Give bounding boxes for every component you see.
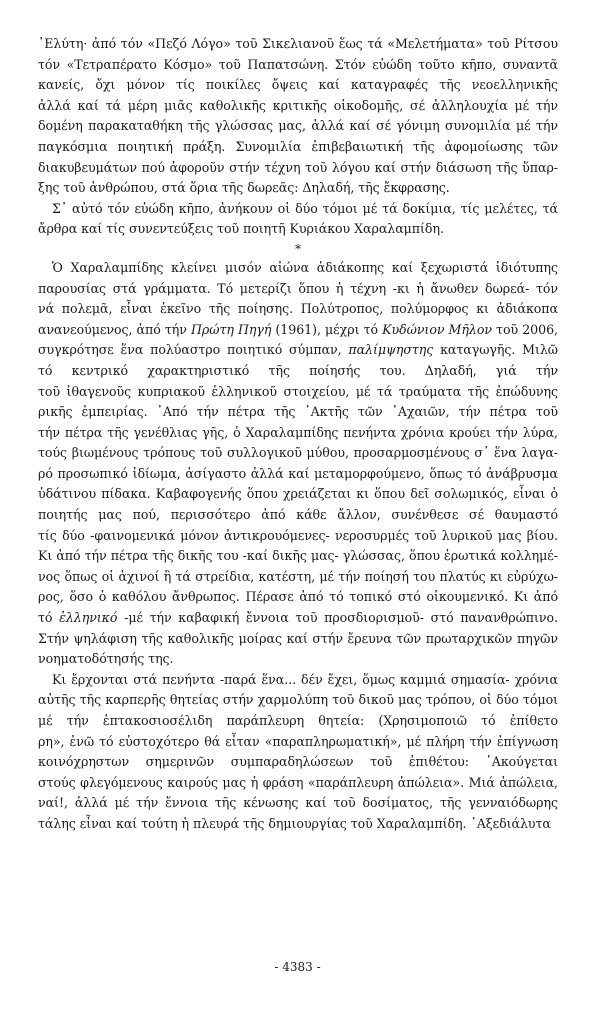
paragraph-4 bbox=[38, 670, 558, 835]
page-number: - 4383 - bbox=[274, 960, 321, 974]
italic-title: ἑλληνικό bbox=[59, 610, 118, 626]
text-line: ρος, ὅσο ὁ καθόλου ἄνθρωπος. Πέρασε ἀπό τό τοπικό στό οἰκουμενικό. Κι ἀπό bbox=[38, 589, 558, 605]
paragraph-2 bbox=[38, 199, 558, 240]
text-line: ρη», ἐνῶ τό εὐστοχότερο θά εἶταν «παραπληρωματική», μέ πλήρη τήν ἐπίγνωση bbox=[38, 733, 558, 749]
text-line: παρουσίας στά γράμματα. Τό μετερίζι ὅπου ἡ τέχνη -κι ἡ ἄνωθεν δωρεά- τόν bbox=[38, 280, 558, 296]
text-line: ἄρθρα καί τίς συνεντεύξεις τοῦ ποιητῆ Κυριάκου Χαραλαμπίδη. bbox=[38, 221, 444, 237]
text-line: τούς βιωμένους τρόπους τοῦ συλλογικοῦ μύθου, προσαρμοσμένους σ᾿ ἕνα λαγα- bbox=[38, 445, 558, 461]
text-line: τοῦ ἰθαγενοῦς κυπριακοῦ ἑλληνικοῦ στοιχείου, μέ τά τραύματα τῆς ἐπώδυνης bbox=[38, 383, 558, 399]
paragraph-3 bbox=[38, 258, 558, 670]
text-line: Ὁ Χαραλαμπίδης κλείνει μισόν αἰώνα ἀδιάκοπης καί ξεχωριστά ἰδιότυπης bbox=[52, 259, 558, 275]
text-line: παγκόσμια ποιητική πράξη. Συνομιλία ἐπιβεβαιωτική τῆς ἀφομοίωσης τῶν bbox=[38, 138, 558, 154]
text-line: ᾿Ελύτη· ἀπό τόν «Πεζό Λόγο» τοῦ Σικελιανοῦ ἕως τά «Μελετήματα» τοῦ Ρίτσου bbox=[38, 36, 558, 51]
text-line: νος ὅπως οἱ ἀχινοί ἢ τά στρείδια, κατέστη, μέ τήν ποίησή του πλατύς κι εὐρύχω- bbox=[38, 568, 558, 584]
text-line: ρό προσωπικό ἰδίωμα, ἀσίγαστο ἀλλά καί μεταμορφούμενο, ὅπως τό ἀνάβρυσμα bbox=[38, 465, 558, 481]
text-line: νά πολεμᾶ, εἶναι ἐκεῖνο τῆς ποίησης. Πολύτροπος, πολύμορφος κι ἀδιάκοπα bbox=[38, 301, 558, 317]
text-line: κανείς, ὄχι μόνον τίς ποικίλες ὄψεις καί καταγραφές τῆς νεοελληνικῆς bbox=[38, 77, 558, 93]
italic-title: Κυδώνιον Μῆλον bbox=[382, 321, 492, 337]
text-line: νοηματοδότησής της. bbox=[38, 651, 174, 667]
text-line: διακυβευμάτων πού ἀφοροῦν στήν τέχνη τοῦ λόγου καί στήν διάσωση τῆς ὕπαρ- bbox=[38, 159, 558, 175]
text-line: τίς δύο -φαινομενικά μόνον ἀντικρουόμενες- νεροσυρμές τοῦ λυρικοῦ μας βίου. bbox=[38, 527, 558, 543]
section-separator: * bbox=[295, 241, 301, 256]
text-line: συγκρότησε ἕνα πολύαστρο ποιητικό σύμπαν, παλίμψηστης καταγωγῆς. Μιλῶ bbox=[38, 342, 558, 358]
text-line: στούς φλεγόμενους καιρούς μας ἡ φράση «παράπλευρη ἀπώλεια». Μιά ἀπώλεια, bbox=[38, 774, 558, 790]
text-line: ανανεούμενος, ἀπό τήν Πρώτη Πηγή (1961), μέχρι τό Κυδώνιον Μῆλον τοῦ 2006, bbox=[38, 321, 558, 337]
text-line: Κι ἀπό τήν πέτρα τῆς δικῆς του -καί δικῆς μας- γλώσσας, ὅπου ἐρωτικά κολλημέ- bbox=[38, 548, 558, 564]
text-line: ποιητής μας πού, περισσότερο ἀπό κάθε ἄλλον, συνένθεσε σέ θαυμαστό bbox=[38, 507, 558, 523]
italic-title: Πρώτη Πηγή bbox=[190, 321, 272, 337]
paragraph-1 bbox=[38, 34, 558, 199]
text-line: Σ᾿ αὐτό τόν εὐώδη κῆπο, ἀνήκουν οἱ δύο τόμοι μέ τά δοκίμια, τίς μελέτες, τά bbox=[52, 200, 558, 216]
italic-title: παλίμψηστης bbox=[348, 342, 434, 358]
text-line: κοινόχρηστων σημερινῶν συμπαραδηλώσεων τοῦ ἐπιθέτου: ᾿Ακούγεται bbox=[38, 754, 558, 770]
text-line: τό ἑλληνικό -μέ τήν καβαφική ἔννοια τοῦ προσδιορισμοῦ- στό πανανθρώπινο. bbox=[38, 610, 558, 626]
text-line: αὐτῆς τῆς καρπερῆς θητείας στήν χαρμολύπη τοῦ δικοῦ μας τρόπου, οἱ δύο τόμοι bbox=[38, 692, 558, 708]
text-line: δομένη παρακαταθήκη τῆς γλώσσας μας, ἀλλά καί σέ γόνιμη συνομιλία μέ τήν bbox=[38, 118, 558, 134]
text-line: μέ τήν ἑπτακοσιοσέλιδη παράπλευρη θητεία: (Χρησιμοποιῶ τό ἐπίθετο bbox=[38, 713, 558, 728]
text-line: τήν πέτρα τῆς γενέθλιας γῆς, ὁ Χαραλαμπίδης πενήντα χρόνια κρούει τήν λύρα, bbox=[38, 424, 558, 440]
text-line: τόν «Τετραπέρατο Κόσμο» τοῦ Παπατσώνη. Στόν εὐώδη τοῦτο κῆπο, συναντᾶ bbox=[38, 56, 558, 72]
text-line: ξης τοῦ ἀνθρώπου, στά ὅρια τῆς δωρεᾶς: Δηλαδή, τῆς ἔκφρασης. bbox=[38, 180, 450, 196]
text-line: ρικῆς ἐμπειρίας. ᾿Από τήν πέτρα τῆς ᾿Ακτῆς τῶν ᾿Αχαιῶν, τήν πέτρα τοῦ bbox=[38, 404, 558, 420]
text-line: Κι ἔρχονται στά πενήντα -παρά ἕνα... δέν ἔχει, ὅμως καμμιά σημασία- χρόνια bbox=[52, 671, 558, 687]
text-line: τό κεντρικό χαρακτηριστικό τῆς ποίησής του. Δηλαδή, γιά τήν bbox=[38, 362, 558, 378]
text-line: ὑδάτινου πίδακα. Καβαφογενής ὅπου χρειάζεται κι ὅπου δεῖ σολωμικός, εἶναι ὁ bbox=[38, 486, 558, 502]
text-line: ἀλλά καί τά μέρη μιᾶς καθολικῆς κριτικῆς οἰκοδομῆς, σέ ἀλληλουχία μέ τήν bbox=[38, 97, 558, 113]
text-line: ναί!, ἀλλά μέ τήν ἔννοια τῆς κένωσης καί τοῦ δοσίματος, τῆς γενναιόδωρης bbox=[38, 795, 558, 811]
text-line: Στήν ψηλάφιση τῆς καθολικῆς μοίρας καί στήν ἔρευνα τῶν πρωταρχικῶν πηγῶν bbox=[38, 630, 558, 646]
body-text bbox=[38, 34, 558, 835]
text-line: τάλης εἶναι καί τούτη ἡ πλευρά τῆς δημιουργίας τοῦ Χαραλαμπίδη. ᾿Αξεδιάλυτα bbox=[38, 815, 551, 831]
